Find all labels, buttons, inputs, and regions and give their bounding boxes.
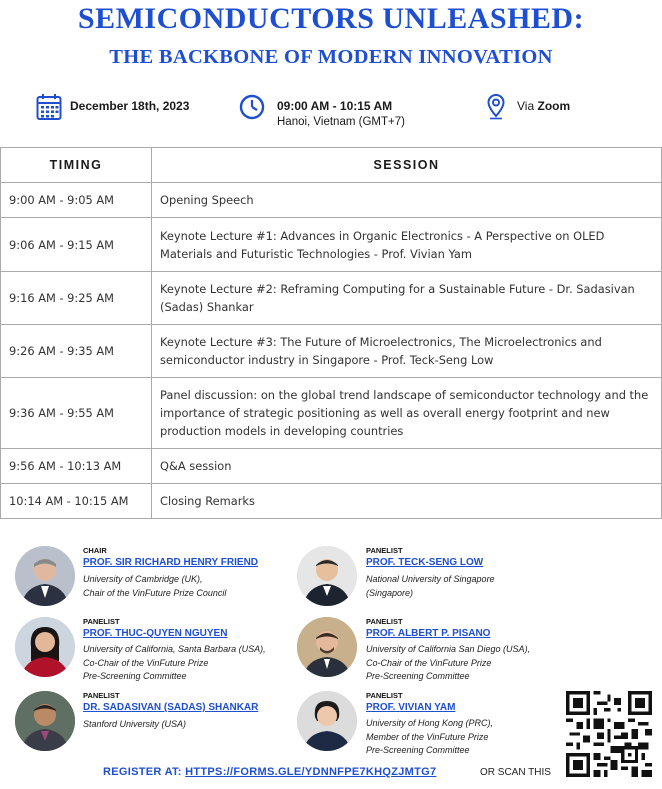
speaker-role: PANELIST [366,617,403,626]
speaker-photo-friend [15,546,75,606]
event-time: 09:00 AM - 10:15 AM [277,99,393,113]
speaker-photo-yam [297,691,357,751]
affiliation-line: Pre-Screening Committee [366,671,470,682]
row-session: Keynote Lecture #3: The Future of Microelectronics, The Microelectronics and semiconductor industry in Singapore - Prof. Teck-Seng Low [152,325,662,378]
event-date: December 18th, 2023 [70,99,190,113]
speaker-name: PROF. THUC-QUYEN NGUYEN [83,628,228,639]
speaker-role: PANELIST [83,691,120,700]
table-row [1,272,662,325]
speaker-name: PROF. ALBERT P. PISANO [366,628,491,639]
table-row [1,218,662,272]
speaker-role: PANELIST [366,546,403,555]
row-session: Keynote Lecture #1: Advances in Organic Electronics - A Perspective on OLED Materials and Futuristic Technologies - Prof. Vivian Yam [152,218,662,272]
affiliation-line: University of California, Santa Barbara (USA), [83,644,266,654]
qr-code[interactable] [566,691,652,777]
speaker-role: PANELIST [83,617,120,626]
affiliation-line: Co-Chair of the VinFuture Prize [366,657,492,668]
affiliation-line: University of Cambridge (UK), [83,574,203,584]
speaker-role: CHAIR [83,546,107,555]
affiliation-line: National University of Singapore [366,574,495,584]
row-session: Panel discussion: on the global trend landscape of semiconductor technology and the importance of strategic positioning as well as overall energy footprint and new production models in developing countries [152,378,662,449]
affiliation-line: University of Hong Kong (PRC), [366,718,494,728]
register-line [103,766,436,778]
event-subtitle: THE BACKBONE OF MODERN INNOVATION [109,46,553,68]
speaker-photo-nguyen [15,617,75,677]
row-time: 10:14 AM - 10:15 AM [1,484,152,519]
speaker-name: DR. SADASIVAN (SADAS) SHANKAR [83,702,259,713]
affiliation-line: Chair of the VinFuture Prize Council [83,587,227,598]
row-time: 9:16 AM - 9:25 AM [1,272,152,325]
speaker-affiliation [83,718,293,732]
col-session: SESSION [152,148,662,183]
row-session: Keynote Lecture #2: Reframing Computing for a Sustainable Future - Dr. Sadasivan (Sadas) Shankar [152,272,662,325]
calendar-icon [36,93,62,121]
affiliation-line: University of California San Diego (USA), [366,644,531,654]
affiliation-line: Pre-Screening Committee [83,671,187,682]
speaker-name: PROF. VIVIAN YAM [366,702,456,713]
row-time: 9:36 AM - 9:55 AM [1,378,152,449]
speaker-affiliation [83,573,293,600]
row-time: 9:56 AM - 10:13 AM [1,449,152,484]
speaker-affiliation [366,643,576,684]
event-title: SEMICONDUCTORS UNLEASHED: [77,2,585,35]
table-header-row [1,148,662,183]
row-session: Closing Remarks [152,484,662,519]
table-row [1,449,662,484]
speaker-role: PANELIST [366,691,403,700]
event-platform [517,99,570,113]
row-time: 9:06 AM - 9:15 AM [1,218,152,272]
schedule-table [0,147,662,519]
table-row [1,183,662,218]
speaker-affiliation [366,573,576,600]
row-time: 9:00 AM - 9:05 AM [1,183,152,218]
row-session: Opening Speech [152,183,662,218]
via-platform: Zoom [537,99,571,113]
affiliation-line: Pre-Screening Committee [366,745,470,756]
table-row [1,378,662,449]
row-time: 9:26 AM - 9:35 AM [1,325,152,378]
table-row [1,484,662,519]
clock-icon [239,94,265,120]
speaker-photo-pisano [297,617,357,677]
speaker-photo-shankar [15,691,75,751]
speaker-name: PROF. SIR RICHARD HENRY FRIEND [83,557,259,568]
scan-text: OR SCAN THIS [480,767,551,778]
via-prefix: Via [517,99,535,113]
speaker-affiliation [366,717,576,758]
affiliation-line: Member of the VinFuture Prize [366,731,489,742]
speaker-affiliation [83,643,293,684]
register-link[interactable]: HTTPS://FORMS.GLE/YDNNFPE7KHQZJMTG7 [185,766,437,778]
col-timing: TIMING [1,148,152,183]
speaker-photo-low [297,546,357,606]
location-pin-icon [487,94,505,120]
table-row [1,325,662,378]
event-location: Hanoi, Vietnam (GMT+7) [277,116,405,128]
affiliation-line: Stanford University (USA) [83,719,187,729]
row-session: Q&A session [152,449,662,484]
register-label: REGISTER AT: [103,766,182,778]
affiliation-line: Co-Chair of the VinFuture Prize [83,657,209,668]
affiliation-line: (Singapore) [366,587,414,598]
speaker-name: PROF. TECK-SENG LOW [366,557,484,568]
